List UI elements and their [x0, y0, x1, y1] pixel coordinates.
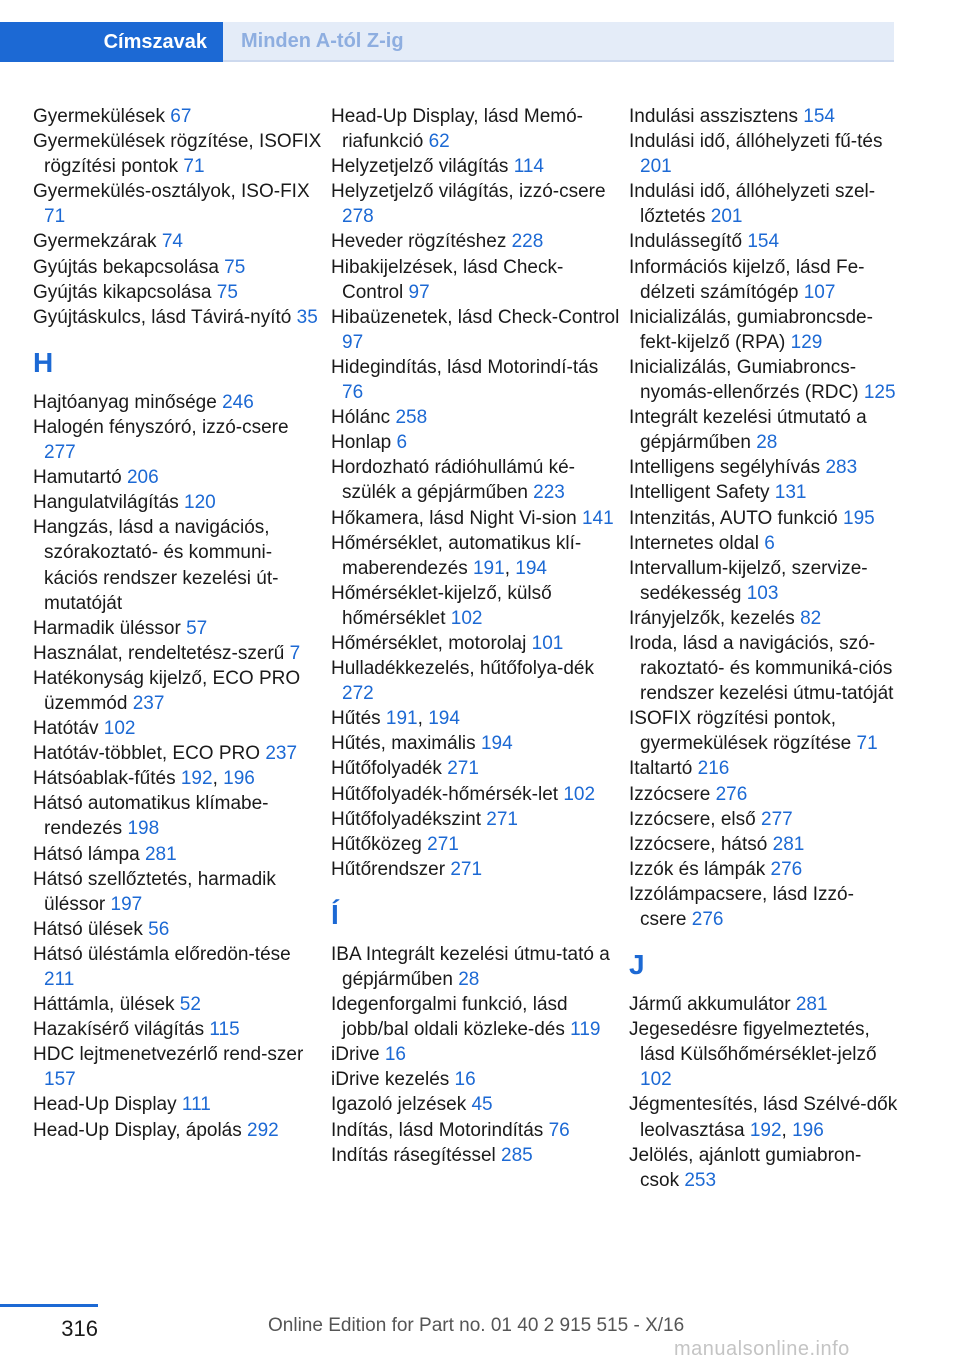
index-entry-text: Háttámla, ülések — [33, 994, 175, 1016]
index-entry — [629, 706, 899, 756]
watermark: manualsonline.info — [674, 1338, 850, 1360]
page-link[interactable]: 120 — [184, 492, 216, 514]
index-entry — [33, 104, 323, 129]
index-entry-text: Hűtőrendszer — [331, 858, 446, 880]
page-link[interactable]: 197 — [110, 893, 143, 915]
page-link[interactable]: 97 — [408, 281, 430, 303]
index-entry-text: Helyzetjelző világítás, izzó‐csere — [331, 181, 606, 203]
index-entry — [331, 455, 621, 505]
index-entry — [629, 531, 899, 556]
page-link[interactable]: 71 — [44, 206, 66, 228]
page-link[interactable]: 211 — [44, 969, 75, 990]
page-link[interactable]: 28 — [756, 432, 778, 454]
page-link[interactable]: 71 — [856, 733, 878, 755]
index-entry-text: Izzólámpacsere, lásd Izzó‐csere — [629, 883, 854, 930]
index-entry — [33, 791, 323, 841]
index-entry — [33, 1118, 323, 1143]
index-entry — [331, 305, 621, 355]
index-entry — [33, 229, 323, 254]
index-entry — [33, 490, 323, 515]
page-link[interactable]: 76 — [548, 1119, 570, 1141]
index-entry-text: Hólánc — [331, 407, 391, 429]
index-entry — [629, 405, 899, 455]
index-entry — [331, 430, 621, 455]
index-entry-text: Hibaüzenetek, lásd Check-Control — [331, 306, 620, 328]
page-link[interactable]: 111 — [181, 1094, 211, 1116]
index-entry — [629, 857, 899, 882]
page-link[interactable]: 82 — [800, 607, 822, 629]
index-entry-text: Hátsóablak-fűtés — [33, 768, 176, 790]
index-entry-text: Információs kijelző, lásd Fe‐délzeti számítógép — [629, 256, 865, 303]
index-column-3 — [629, 104, 899, 1193]
index-entry — [331, 731, 621, 756]
page-link[interactable]: 277 — [44, 442, 76, 464]
index-entry-text: Honlap — [331, 432, 392, 454]
page-link[interactable]: 45 — [471, 1094, 493, 1116]
page-link[interactable]: 192 — [180, 768, 213, 790]
page-link[interactable]: 276 — [715, 783, 748, 805]
index-entry-text: Gyújtáskulcs, lásd Távirá‐nyító — [33, 306, 292, 328]
page-link[interactable]: 194 — [515, 557, 547, 579]
index-entry — [331, 104, 621, 154]
page-link[interactable]: 192 — [749, 1119, 782, 1141]
page-link[interactable]: 223 — [533, 482, 565, 504]
page-link[interactable]: 271 — [486, 808, 518, 830]
page-link[interactable]: 228 — [511, 231, 544, 253]
index-column-2 — [331, 104, 621, 1168]
index-entry — [629, 992, 899, 1017]
page-link[interactable]: 237 — [132, 692, 165, 714]
index-entry — [629, 355, 899, 405]
page-link[interactable]: 277 — [761, 808, 793, 830]
index-entry-text: Izzócsere, hátsó — [629, 833, 768, 855]
index-entry — [33, 465, 323, 490]
index-entry-text: Hatótáv-többlet, ECO PRO — [33, 743, 261, 765]
index-entry-text: Gyújtás kikapcsolása — [33, 281, 212, 303]
page-link[interactable]: 16 — [384, 1044, 406, 1066]
page-link[interactable]: 196 — [223, 768, 255, 790]
index-entry-text: Indítás, lásd Motorindítás — [331, 1119, 544, 1141]
index-entry-text: Hazakísérő világítás — [33, 1019, 205, 1041]
page-link[interactable]: 276 — [691, 909, 724, 930]
index-entry — [331, 506, 621, 531]
edition-note: Online Edition for Part no. 01 40 2 915 515 - X/16 — [268, 1315, 685, 1336]
index-entry-text: Harmadik üléssor — [33, 617, 181, 639]
index-entry-text: Hatékonyság kijelző, ECO PRO üzemmód — [33, 667, 301, 714]
index-entry — [33, 515, 323, 615]
page-link[interactable]: 6 — [396, 432, 408, 454]
index-entry — [629, 229, 899, 254]
index-entry-text: Hátsó lámpa — [33, 843, 140, 865]
page-link[interactable]: 285 — [501, 1144, 533, 1166]
index-entry-text: Hamutartó — [33, 467, 122, 489]
index-entry — [331, 1067, 621, 1092]
index-entry-text: IBA Integrált kezelési útmu‐tató a gépjárműben — [331, 943, 610, 990]
index-entry-text: Hátsó ülések — [33, 918, 143, 940]
index-entry-text: Hűtőfolyadékszint — [331, 808, 481, 830]
index-entry — [33, 255, 323, 280]
index-entry-text: Gyermekülések rögzítése, ISOFIX rögzítési pontok — [33, 131, 322, 178]
index-entry — [331, 229, 621, 254]
index-entry — [33, 179, 323, 229]
page-link[interactable]: 114 — [513, 156, 544, 178]
index-entry — [331, 656, 621, 706]
page-link[interactable]: 246 — [222, 391, 254, 413]
index-entry-text: Hajtóanyag minősége — [33, 391, 217, 413]
page-link[interactable]: 115 — [209, 1019, 240, 1041]
page-link[interactable]: 71 — [183, 156, 205, 178]
page-link[interactable]: 102 — [103, 718, 136, 740]
index-entry-text: Hangulatvilágítás — [33, 492, 179, 514]
page-link[interactable]: 154 — [803, 106, 835, 127]
page-link[interactable]: 74 — [161, 231, 183, 253]
page-link[interactable]: 103 — [746, 582, 779, 604]
index-entry-text: Head-Up Display, ápolás — [33, 1119, 242, 1141]
index-entry-text: Heveder rögzítéshez — [331, 231, 507, 253]
index-entry-text: Iroda, lásd a navigációs, szó‐rakoztató- és kommuniká‐ciós rendszer kezelési útmu‐tatóját — [629, 632, 894, 705]
index-entry — [629, 782, 899, 807]
page-link[interactable]: 216 — [697, 758, 730, 780]
page-link[interactable]: 271 — [450, 858, 483, 880]
index-entry — [629, 882, 899, 932]
index-entry-text: Indulási idő, állóhelyzeti szel‐lőztetés — [629, 181, 876, 228]
index-entry — [331, 179, 621, 229]
index-entry-text: Hulladékkezelés, hűtőfolya‐dék — [331, 658, 594, 680]
index-entry — [629, 179, 899, 229]
index-entry — [331, 942, 621, 992]
page-link[interactable]: 76 — [342, 382, 364, 404]
index-entry-text: Hűtőfolyadék-hőmérsék‐let — [331, 783, 559, 805]
index-entry — [331, 857, 621, 882]
page-link[interactable]: 157 — [44, 1069, 76, 1091]
index-entry — [33, 666, 323, 716]
index-entry — [331, 1092, 621, 1117]
page-link[interactable]: 154 — [747, 231, 780, 253]
index-entry — [629, 255, 899, 305]
page-link[interactable]: 102 — [450, 607, 483, 629]
index-entry-text: Integrált kezelési útmutató a gépjárműben — [629, 407, 867, 454]
index-entry — [629, 506, 899, 531]
index-entry: Jégmentesítés, lásd Szélvé‐dők leolvasztása 192, 196 — [629, 1094, 898, 1141]
index-entry — [33, 1092, 323, 1117]
page-link[interactable]: 191 — [385, 708, 418, 730]
index-entry — [33, 842, 323, 867]
index-entry — [331, 581, 621, 631]
index-entry-text: Intervallum-kijelző, szervize‐sedékesség — [629, 557, 868, 604]
page-link[interactable]: 125 — [863, 382, 896, 404]
page-link[interactable]: 129 — [790, 331, 823, 353]
page-link[interactable]: 281 — [144, 843, 177, 865]
index-entry-text: Hátsó szellőztetés, harmadik üléssor — [33, 868, 276, 915]
page-link[interactable]: 62 — [428, 131, 450, 153]
page-link[interactable]: 258 — [395, 407, 428, 429]
page-link[interactable]: 196 — [792, 1119, 824, 1141]
index-entry — [331, 355, 621, 405]
index-entry — [629, 1143, 899, 1193]
page-link[interactable]: 237 — [265, 743, 298, 765]
index-entry — [33, 129, 323, 179]
index-entry — [629, 807, 899, 832]
index-entry — [629, 756, 899, 781]
index-entry-text: Hőmérséklet, motorolaj — [331, 632, 527, 654]
page-link[interactable]: 271 — [447, 758, 479, 780]
page-link[interactable]: 276 — [770, 858, 803, 880]
index-entry-text: Gyermekülés-osztályok, ISO‐FIX — [33, 181, 310, 203]
index-entry — [331, 1118, 621, 1143]
page-number: 316 — [61, 1316, 98, 1341]
section-letter: H — [33, 346, 54, 378]
index-entry-text: Izzók és lámpák — [629, 858, 766, 880]
index-entry-text: Jegesedésre figyelmeztetés, lásd Külsőhőmérséklet-jelző — [629, 1019, 877, 1066]
index-entry — [629, 455, 899, 480]
index-entry-text: HDC lejtmenetvezérlő rend‐szer — [33, 1044, 304, 1066]
index-entry-text: Hátsó üléstámla előredön‐tése — [33, 943, 291, 965]
index-entry-text: Hatótáv — [33, 718, 99, 740]
page-link[interactable]: 253 — [684, 1169, 717, 1191]
index-entry-text: Hangzás, lásd a navigációs, szórakoztató- és kommuni‐kációs rendszer kezelési út‐mutatóját — [33, 517, 279, 614]
index-entry-text: Indulássegítő — [629, 231, 743, 253]
page-link[interactable]: 67 — [170, 106, 192, 127]
index-entry-text: Izzócsere, első — [629, 808, 756, 830]
index-entry-text: Indítás rásegítéssel — [331, 1144, 496, 1166]
page-link[interactable]: 201 — [710, 206, 743, 228]
index-entry — [331, 1042, 621, 1067]
index-entry-text: Indulási idő, állóhelyzeti fű‐tés — [629, 131, 883, 153]
index-entry-text: Hűtés, maximális — [331, 733, 476, 755]
page-link[interactable]: 141 — [581, 507, 614, 529]
tab-cimszavak[interactable]: Címszavak — [0, 22, 223, 62]
page-link[interactable]: 7 — [289, 642, 301, 664]
page-link[interactable]: 198 — [127, 818, 160, 840]
index-entry-text: Hőmérséklet, automatikus klí‐maberendezés — [331, 532, 582, 579]
index-column-1 — [33, 104, 323, 1143]
index-entry — [629, 480, 899, 505]
index-entry-text: iDrive kezelés — [331, 1069, 450, 1091]
index-entry — [629, 606, 899, 631]
index-entry-text: Helyzetjelző világítás — [331, 156, 509, 178]
index-entry — [629, 129, 899, 179]
index-entry — [33, 716, 323, 741]
page-link[interactable]: 281 — [772, 833, 805, 855]
index-entry-text: Hordozható rádióhullámú ké‐szülék a gépjárműben — [331, 457, 575, 504]
footer-accent-bar — [0, 1304, 98, 1307]
index-entry-text: Irányjelzők, kezelés — [629, 607, 795, 629]
index-entry — [33, 942, 323, 992]
page-link[interactable]: 6 — [764, 532, 775, 554]
index-entry-text: Hűtőközeg — [331, 833, 422, 855]
index-entry-text: Gyújtás bekapcsolása — [33, 256, 219, 278]
index-entry-text: Gyermekülések — [33, 106, 165, 127]
page-link[interactable]: 101 — [531, 632, 564, 654]
index-entry: Hátsóablak-fűtés 192, 196 — [33, 768, 255, 790]
index-entry-text: Head-Up Display, lásd Memó‐riafunkció — [331, 106, 584, 153]
page-link[interactable]: 35 — [296, 306, 318, 328]
index-entry — [33, 741, 323, 766]
index-entry — [331, 782, 621, 807]
page-link[interactable]: 75 — [224, 256, 246, 278]
index-entry — [33, 415, 323, 465]
index-entry-text: iDrive — [331, 1044, 380, 1066]
index-entry-text: Intenzitás, AUTO funkció — [629, 507, 838, 529]
index-entry — [331, 807, 621, 832]
page-link[interactable]: 131 — [774, 482, 807, 504]
page-link[interactable]: 201 — [640, 156, 672, 178]
index-entry-text: Hőkamera, lásd Night Vi‐sion — [331, 507, 577, 529]
index-entry — [331, 154, 621, 179]
index-entry-text: Intelligent Safety — [629, 482, 770, 504]
index-entry — [331, 832, 621, 857]
index-entry — [33, 280, 323, 305]
index-entry-text: Hibakijelzések, lásd Check-Control — [331, 256, 564, 303]
page-link[interactable]: 107 — [803, 281, 836, 303]
page-link[interactable]: 283 — [825, 457, 858, 479]
index-entry — [331, 405, 621, 430]
index-entry — [33, 616, 323, 641]
index-entry — [331, 756, 621, 781]
index-entry-text: Inicializálás, Gumiabroncs‐nyomás-ellenőrzés (RDC) — [629, 356, 859, 404]
index-entry — [331, 631, 621, 656]
page-link[interactable]: 16 — [454, 1069, 476, 1091]
tab-minden-a-z[interactable]: Minden A-tól Z-ig — [223, 22, 894, 62]
index-entry-text: Hűtőfolyadék — [331, 758, 442, 780]
index-entry-text: Intelligens segélyhívás — [629, 457, 821, 479]
page-link[interactable]: 119 — [570, 1019, 601, 1041]
index-entry — [331, 1143, 621, 1168]
index-entry-text: Hidegindítás, lásd Motorindí‐tás — [331, 356, 599, 378]
page-link[interactable]: 194 — [428, 708, 460, 730]
page-link[interactable]: 102 — [640, 1069, 672, 1091]
index-entry — [33, 992, 323, 1017]
index-entry — [33, 1042, 323, 1092]
page-link[interactable]: 206 — [126, 467, 159, 489]
page-link[interactable]: 102 — [563, 783, 596, 805]
page-link[interactable]: 292 — [247, 1119, 279, 1141]
index-entry-text: Inicializálás, gumiabroncsde‐fekt-kijelző (RPA) — [629, 306, 873, 353]
index-entry — [629, 1017, 899, 1092]
index-entry-text: Jelölés, ajánlott gumiabron‐csok — [629, 1144, 862, 1191]
index-entry — [629, 832, 899, 857]
index-entry-text: Használat, rendeltetész‐szerű — [33, 642, 285, 664]
page-link[interactable]: 52 — [179, 994, 201, 1016]
index-entry — [33, 390, 323, 415]
index-entry-text: Idegenforgalmi funkció, lásd jobb/bal oldali közleke‐dés — [331, 994, 568, 1041]
index-entry-text: Jármű akkumulátor — [629, 994, 791, 1016]
index-entry: Hőmérséklet, automatikus klí‐maberendezés 191, 194 — [331, 532, 582, 579]
page-link[interactable]: 191 — [472, 557, 505, 579]
index-entry: Hűtés 191, 194 — [331, 708, 460, 730]
page-link[interactable]: 75 — [216, 281, 238, 303]
index-entry-text: Hűtés — [331, 708, 381, 730]
index-entry-text: Italtartó — [629, 758, 693, 780]
section-letter: J — [629, 949, 645, 981]
page-link[interactable]: 272 — [342, 683, 374, 705]
index-entry-text: Hőmérséklet-kijelző, külső hőmérséklet — [331, 582, 552, 629]
tab-bar — [0, 0, 960, 62]
index-entry — [629, 631, 899, 706]
page-link[interactable]: 97 — [342, 331, 364, 353]
index-entry — [629, 305, 899, 355]
index-entry-text: Head-Up Display — [33, 1094, 177, 1116]
page-link[interactable]: 56 — [148, 918, 170, 940]
page-link[interactable]: 271 — [427, 833, 459, 855]
index-entry — [33, 1017, 323, 1042]
index-entry — [33, 917, 323, 942]
index-entry-text: Internetes oldal — [629, 532, 759, 554]
index-entry — [33, 641, 323, 666]
index-entry — [33, 867, 323, 917]
index-entry — [629, 556, 899, 606]
page-link[interactable]: 195 — [843, 507, 875, 529]
page-link[interactable]: 194 — [480, 733, 513, 755]
index-entry-text: Hátsó automatikus klímabe‐rendezés — [33, 793, 269, 840]
index-entry — [331, 255, 621, 305]
page-link[interactable]: 281 — [795, 994, 828, 1016]
page-link[interactable]: 28 — [458, 969, 480, 990]
index-entry-text: Izzócsere — [629, 783, 711, 805]
page-link[interactable]: 57 — [186, 617, 208, 639]
index-entry-text: Gyermekzárak — [33, 231, 157, 253]
index-entry-text: ISOFIX rögzítési pontok, gyermekülések rögzítése — [629, 708, 852, 755]
page-link[interactable]: 278 — [342, 206, 374, 228]
index-entry-text: Igazoló jelzések — [331, 1094, 467, 1116]
index-entry-text: Indulási asszisztens — [629, 106, 798, 127]
index-entry-text: Jégmentesítés, lásd Szélvé‐dők leolvasztása — [629, 1094, 898, 1141]
section-letter: Í — [331, 898, 339, 930]
index-entry — [331, 992, 621, 1042]
index-entry-text: Halogén fényszóró, izzó‐csere — [33, 416, 289, 438]
index-entry — [629, 104, 899, 129]
index-entry — [33, 305, 323, 330]
